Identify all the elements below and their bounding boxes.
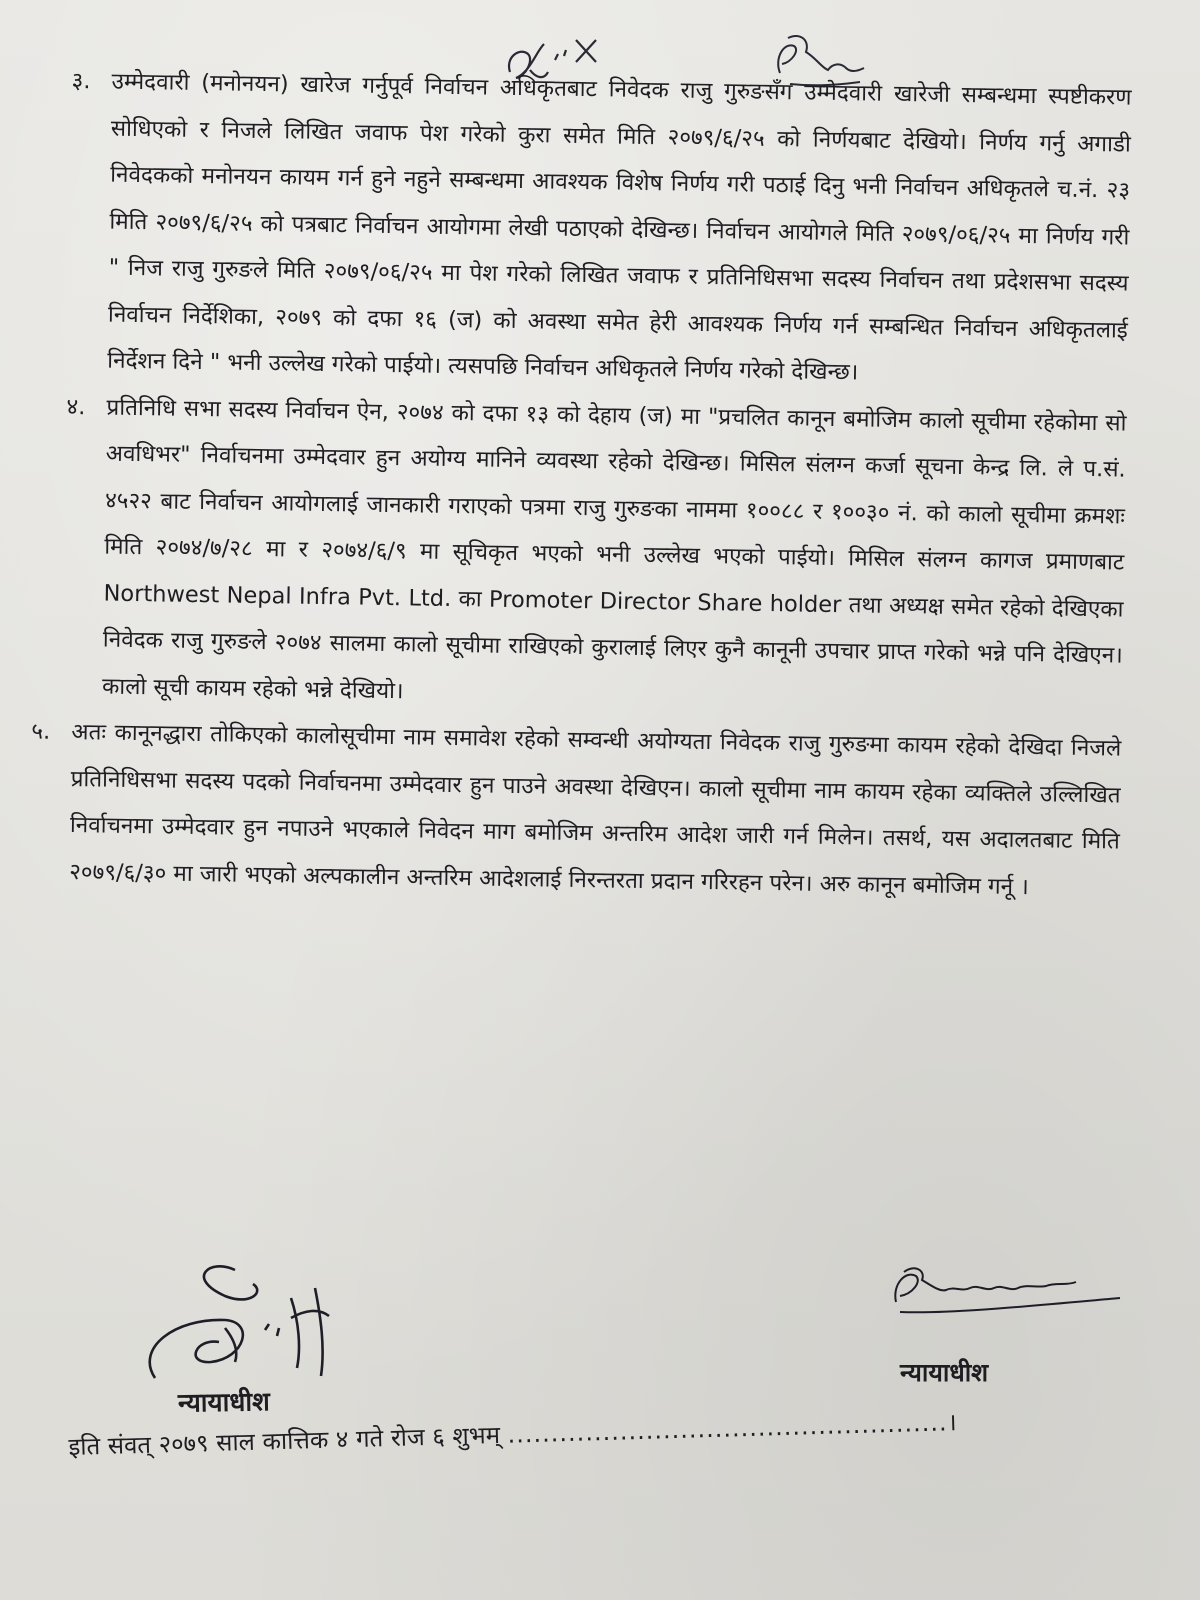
paragraph-4 — [62, 383, 1127, 725]
paragraph-5 — [31, 709, 1122, 912]
paragraph-text: अतः कानूनद्धारा तोकिएको कालोसूचीमा नाम समावेश रहेको सम्वन्धी अयोग्यता निवेदक राजु गुरुङमा कायम रहेको देखिदा निजले प्रतिनिधिसभा सदस्य पदको निर्वाचनमा उम्मेदवार हुन पाउने अवस्था देखिएन। कालो सूचीमा नाम कायम रहेका व्यक्तिले उल्लिखित निर्वाचनमा उम्मेदवार हुन नपाउने भएकाले निवेदन माग बमोजिम अन्तरिम आदेश जारी गर्न मिलेन। तसर्थ, यस अदालतबाट मिति २०७९/६/३० मा जारी भएको अल्पकालीन अन्तरिम आदेशलाई निरन्तरता प्रदान गरिरहन परेन। अरु कानून बमोजिम गर्नू । — [69, 719, 1122, 900]
paragraph-number: ४. — [66, 393, 86, 420]
closing-dots: ...................................................। — [507, 1408, 958, 1449]
document-body — [31, 58, 1132, 912]
paragraph-text: उम्मेदवारी (मनोनयन) खारेज गर्नुपूर्व निर्वाचन अधिकृतबाट निवेदक राजु गुरुङसँग उम्मेदवारी खारेजी सम्बन्धमा स्पष्टीकरण सोधिएको र निजले लिखित जवाफ पेश गरेको कुरा समेत मिति २०७९/६/२५ को निर्णयबाट देखियो। निर्णय गर्नु अगाडी निवेदकको मनोनयन कायम गर्न हुने नहुने सम्बन्धमा आवश्यक विशेष निर्णय गरी पठाई दिनु भनी निर्वाचन अधिकृतले च.नं. २३ मिति २०७९/६/२५ को पत्रबाट निर्वाचन आयोगमा लेखी पठाएको देखिन्छ। निर्वाचन आयोगले मिति २०७९/०६/२५ मा निर्णय गरी " निज राजु गुरुङले मिति २०७९/०६/२५ मा पेश गरेको लिखित जवाफ र प्रतिनिधिसभा सदस्य निर्वाचन तथा प्रदेशसभा सदस्य निर्वाचन निर्देशिका, २०७९ को दफा १६ (ज) को अवस्था समेत हेरी आवश्यक निर्णय गर्न सम्बन्धित निर्वाचन अधिकृतलाई निर्देशन दिने " भनी उल्लेख गरेको पाईयो। त्यसपछि निर्वाचन अधिकृतले निर्णय गरेको देखिन्छ। — [107, 68, 1132, 386]
right-judge-title: न्यायाधीश — [900, 1358, 989, 1387]
paragraph-text: प्रतिनिधि सभा सदस्य निर्वाचन ऐन, २०७४ को दफा १३ को देहाय (ज) मा "प्रचलित कानून बमोजिम कालो सूचीमा रहेकोमा सो अवधिभर" निर्वाचनमा उम्मेदवार हुन अयोग्य मानिने व्यवस्था रहेको देखिन्छ। मिसिल संलग्न कर्जा सूचना केन्द्र लि. ले प.सं. ४५२२ बाट निर्वाचन आयोगलाई जानकारी गराएको पत्रमा राजु गुरुङका नाममा १००८८ र १००३० नं. को कालो सूचीमा क्रमशः मिति २०७४/७/२८ मा र २०७४/६/९ मा सूचिकृत भएको भनी उल्लेख भएको पाईयो। मिसिल संलग्न कागज प्रमाणबाट Northwest Nepal Infra Pvt. Ltd. का Promoter Director Share holder तथा अध्यक्ष समेत रहेको देखिएका निवेदक राजु गुरुङले २०७४ सालमा कालो सूचीमा राखिएको कुरालाई लिएर कुनै कानूनी उपचार प्राप्त गरेको भन्ने पनि देखिएन। कालो सूची कायम रहेको भन्ने देखियो। — [101, 394, 1127, 704]
paragraph-number: ५. — [31, 718, 51, 745]
left-judge-title: न्यायाधीश — [177, 1387, 270, 1419]
paragraph-3 — [67, 58, 1132, 400]
closing-text: इति संवत् २०७९ साल कात्तिक ४ गते रोज ६ शुभम् — [68, 1420, 501, 1461]
right-judge-signature — [890, 1262, 1130, 1322]
paragraph-number: ३. — [71, 67, 91, 95]
